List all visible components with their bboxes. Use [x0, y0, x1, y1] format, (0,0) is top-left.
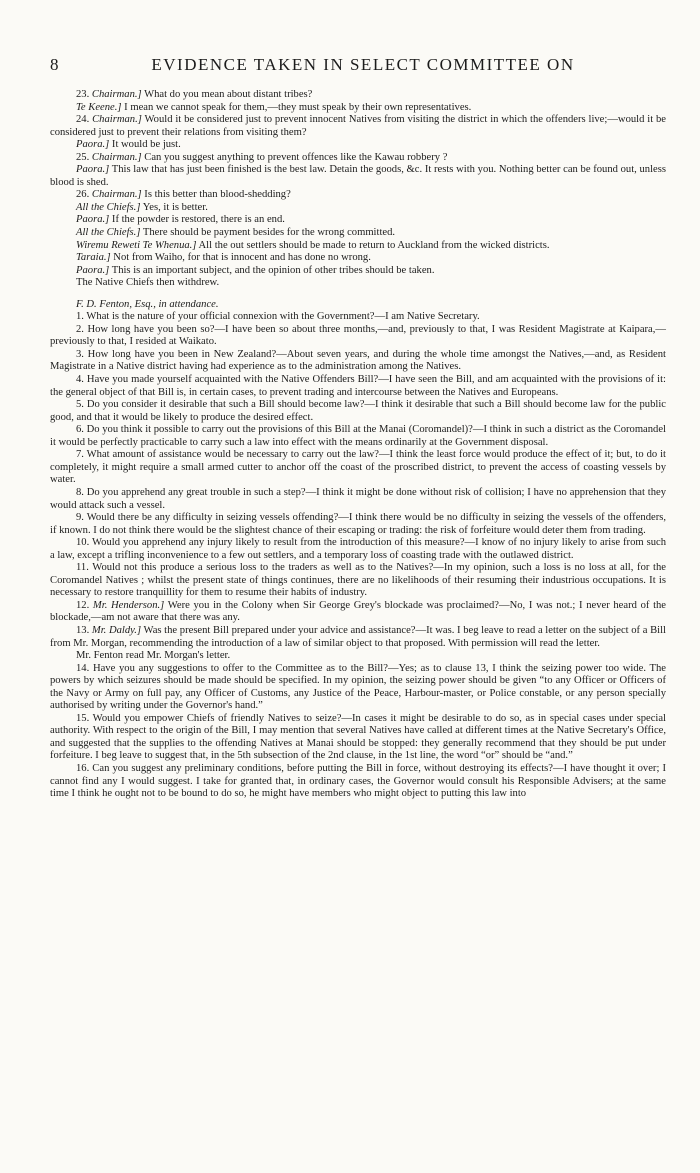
paragraph-text: 1. What is the nature of your official connexion with the Government?—I am Native Secretary.	[76, 311, 480, 323]
paragraph	[50, 600, 666, 625]
paragraph-text: I mean we cannot speak for them,—they must speak by their own representatives.	[121, 101, 472, 113]
paragraph	[50, 625, 666, 650]
paragraph-text: Mr. Fenton read Mr. Morgan's letter.	[76, 650, 231, 662]
paragraph-text: There should be payment besides for the wrong committed.	[140, 227, 396, 239]
paragraph-text: 2. How long have you been so?—I have been so about three months,—and, previously to that, I was Resident Magistrate at Kaipara,—previously to that, I resided at Waikato.	[50, 323, 666, 348]
speaker-label: All the Chiefs.]	[76, 201, 141, 213]
paragraph	[50, 763, 666, 801]
speaker-label: 24. Chairman.]	[76, 114, 142, 126]
paragraph-text: 6. Do you think it possible to carry out the provisions of this Bill at the Manai (Coromandel)?—I think in such a district as the Coromandel it would be perfectly practicable to carry such a law into effect with the means ordinarily at the Government disposal.	[50, 424, 666, 448]
speaker-label: Wiremu Reweti Te Whenua.]	[76, 239, 197, 251]
speaker-label: 26. Chairman.]	[76, 189, 142, 201]
paragraph	[50, 214, 666, 227]
paragraph-text: Were you in the Colony when Sir George Grey's blockade was proclaimed?—No, I was not.; I never heard of the blockade,—am not aware that there was any.	[50, 599, 667, 624]
paragraph	[50, 713, 666, 763]
paragraph-text: Can you suggest anything to prevent offences like the Kawau robbery ?	[141, 151, 448, 163]
speaker-label: 13. Mr. Daldy.]	[76, 624, 142, 636]
paragraph-text: All the out settlers should be made to return to Auckland from the wicked districts.	[196, 239, 550, 251]
paragraph-text: Would it be considered just to prevent innocent Natives from visiting the district in which the offenders live;—would it be considered just to prevent their relations from visiting them?	[50, 114, 666, 138]
speaker-label: 23. Chairman.]	[76, 89, 142, 100]
speaker-label: 25. Chairman.]	[76, 151, 142, 163]
paragraph-text: It would be just.	[109, 139, 181, 151]
speaker-label: Te Keene.]	[76, 101, 122, 113]
speaker-label: Paora.]	[76, 139, 110, 151]
paragraph	[50, 650, 666, 663]
paragraph-text: 15. Would you empower Chiefs of friendly Natives to seize?—In cases it might be desirable to do so, as in special cases under special authority. With respect to the origin of the Bill, I may mention that several Natives have called at different times at the Native Secretary's Office, and suggested that the supplies to the offending Natives at Manai should be stopped: they generally recommend that they should be put under forfeiture. I beg leave to suggest that, in the 5th subsection of the 2nd clause, in the 1st line, the word “or” should be “and.”	[50, 712, 666, 762]
paragraph-text: 10. Would you apprehend any injury likely to result from the introduction of this measure?—I know of no injury likely to arise from such a law, except a trifling inconvenience to a few out settlers, and a temporary loss of coasting trade with the outlawed district.	[50, 537, 666, 561]
speaker-label: 12. Mr. Henderson.]	[76, 599, 165, 611]
paragraph	[50, 227, 666, 240]
speaker-label: Paora.]	[76, 164, 110, 176]
page-title: EVIDENCE TAKEN IN SELECT COMMITTEE ON	[151, 55, 575, 74]
paragraph-text: 4. Have you made yourself acquainted with the Native Offenders Bill?—I have seen the Bill, and am acquainted with the provisions of it: the general object of that Bill is, in certain cases, to prevent trading and intercourse between the Natives and Europeans.	[50, 374, 666, 398]
paragraph	[50, 537, 666, 562]
speaker-label: Paora.]	[76, 214, 110, 226]
paragraph-text: If the powder is restored, there is an end.	[109, 214, 285, 226]
paragraph	[50, 89, 666, 102]
paragraph	[50, 139, 666, 152]
paragraph-text: Was the present Bill prepared under your advice and assistance?—It was. I beg leave to read a letter on the subject of a Bill from Mr. Morgan, recommending the introduction of a law of similar object to that proposed. With permission will read the letter.	[50, 624, 667, 649]
paragraph	[50, 102, 666, 115]
paragraph	[50, 449, 666, 487]
page-number: 8	[50, 55, 59, 74]
paragraph-text: Is this better than blood-shedding?	[141, 189, 291, 201]
paragraph	[50, 252, 666, 265]
paragraph-text: 16. Can you suggest any preliminary conditions, before putting the Bill in force, without destroying its effects?—I have thought it over; I cannot find any I would suggest. I take for granted that, in ordinary cases, the Governor would consult his Responsible Advisers; at the same time I think he ought not to be bound to do so, he might have members who might object to putting this law into	[50, 762, 666, 800]
paragraph	[50, 277, 666, 290]
paragraph	[50, 152, 666, 165]
paragraph-text: 3. How long have you been in New Zealand?—About seven years, and during the whole time amongst the Natives,—and, as Resident Magistrate in a Native district having had experience as to the administration among the Natives.	[50, 348, 666, 373]
paragraph-text: 11. Would not this produce a serious loss to the traders as well as to the Natives?—In my opinion, such a loss is no loss at all, for the Coromandel Natives ; whilst the present state of things continues, there are no likelihoods of their resuming their industrious occupations. It is necessary to restore tranquillity for them to resume their habits of industry.	[50, 562, 666, 599]
paragraph-text: Not from Waiho, for that is innocent and has done no wrong.	[110, 252, 371, 264]
paragraph-text: The Native Chiefs then withdrew.	[76, 277, 220, 289]
paragraph	[50, 349, 666, 374]
paragraph	[50, 265, 666, 278]
paragraph	[50, 487, 666, 512]
speaker-label: Taraia.]	[76, 252, 111, 264]
paragraph-text: 14. Have you any suggestions to offer to the Committee as to the Bill?—Yes; as to clause 13, I think the seizing power too wide. The powers by which seizures should be made should be specified. In my opinion, the seizing power should be given “to any Officer or Officers of the Navy or Army on full pay, any Officer of Customs, any Justice of the Peace, Harbour-master, or Police constable, or any person specially authorised by writing under the Governor's hand.”	[50, 662, 666, 712]
paragraph	[50, 324, 666, 349]
paragraph	[50, 202, 666, 215]
paragraph-text: 7. What amount of assistance would be necessary to carry out the law?—I think the least force would produce the effect of it; but, to do it completely, it might require a small armed cutter to anchor off the coast of the proscribed district, to prevent the access of coasting vessels by water.	[50, 449, 666, 486]
paragraph-text: This is an important subject, and the opinion of other tribes should be taken.	[109, 264, 435, 276]
paragraph-text: 9. Would there be any difficulty in seizing vessels offending?—I think there would be no difficulty in seizing the vessels of the offenders, if known. I do not think there would be the slightest chance of their escaping or trading: the risk of forfeiture would deter them from trading.	[50, 512, 666, 536]
paragraph-text: 8. Do you apprehend any great trouble in such a step?—I think it might be done without risk of collision; I have no apprehension that they would attack such a vessel.	[50, 486, 666, 511]
paragraph	[50, 663, 666, 713]
paragraph	[50, 424, 666, 449]
speaker-label: Paora.]	[76, 264, 110, 276]
paragraph	[50, 164, 666, 189]
paragraph	[50, 189, 666, 202]
paragraph	[50, 562, 666, 600]
paragraph-text: Yes, it is better.	[140, 201, 208, 213]
paragraph	[50, 114, 666, 139]
paragraph	[50, 240, 666, 253]
paragraph-text: What do you mean about distant tribes?	[141, 89, 313, 100]
speaker-label: F. D. Fenton, Esq., in attendance.	[76, 298, 219, 310]
paragraph	[50, 399, 666, 424]
body-text	[50, 89, 666, 801]
paragraph	[50, 299, 666, 312]
paragraph	[50, 374, 666, 399]
paragraph-text: 5. Do you consider it desirable that such a Bill should become law?—I think it desirable that such a Bill should become law for the public good, and that it would be likely to produce the desired effect.	[50, 399, 666, 423]
page-header	[50, 55, 666, 75]
paragraph-text: This law that has just been finished is the best law. Detain the goods, &c. It rests with you. Nothing better can be found out, unless blood is shed.	[50, 164, 666, 188]
speaker-label: All the Chiefs.]	[76, 227, 141, 239]
paragraph	[50, 512, 666, 537]
paragraph	[50, 311, 666, 324]
